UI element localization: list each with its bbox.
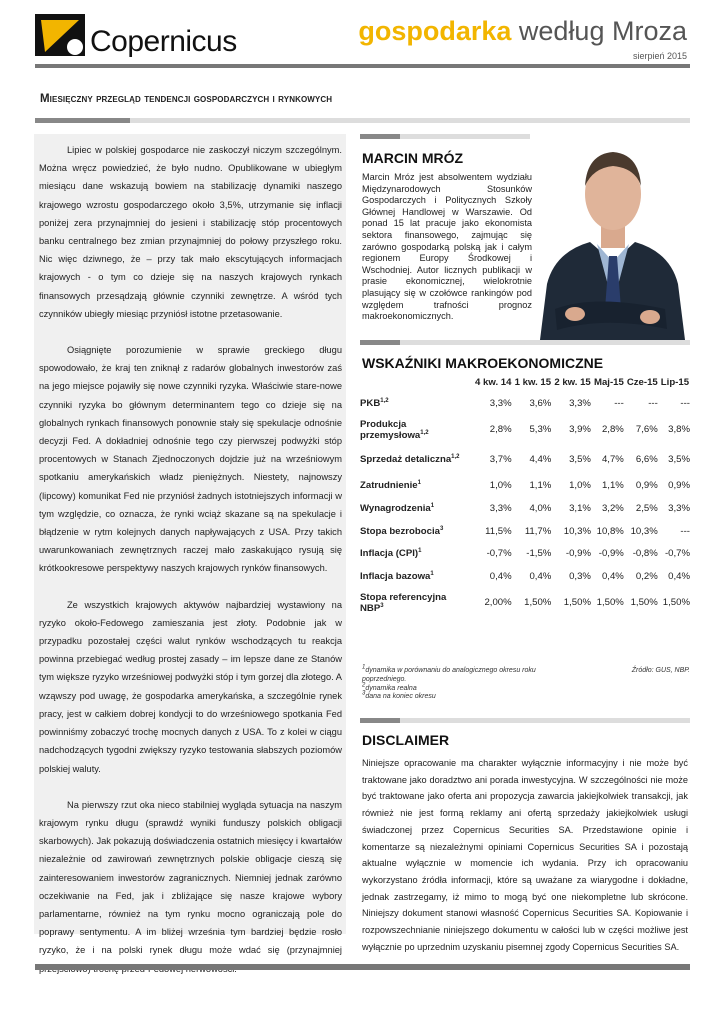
row-label-text: Inflacja (CPI)	[360, 548, 419, 560]
table-row	[358, 588, 692, 618]
table-cell: 2,8%	[489, 424, 512, 436]
brand-name: Copernicus	[90, 25, 237, 58]
row-label-footnote: 1	[418, 547, 422, 554]
bio-title: MARCIN MRÓZ	[362, 150, 464, 166]
row-label-footnote: 1,2	[451, 453, 460, 460]
column-header: 2 kw. 15	[554, 377, 591, 388]
table-cell: 1,50%	[596, 597, 624, 609]
table-row	[358, 542, 692, 565]
table-cell: 3,2%	[601, 502, 624, 514]
table-cell: -0,7%	[486, 548, 512, 560]
table-cell: 7,6%	[635, 424, 658, 436]
row-label-text: Stopa referencyjna NBP	[360, 591, 447, 614]
footnote-text: dynamika w porównaniu do analogicznego okresu roku poprzedniego.	[362, 667, 536, 683]
table-row	[358, 445, 692, 475]
row-label-text: Wynagrodzenia	[360, 502, 431, 514]
table-cell: 1,0%	[489, 480, 512, 492]
row-label	[358, 542, 474, 565]
table-cell: -0,9%	[565, 548, 591, 560]
table-cell: 1,1%	[529, 480, 552, 492]
heading-underline	[35, 118, 690, 123]
bio-bar	[360, 134, 530, 139]
table-cell: 3,1%	[569, 502, 591, 514]
table-cell: -0,9%	[598, 548, 624, 560]
table-cell: 10,8%	[596, 525, 624, 537]
footnote-number: 1	[362, 664, 366, 671]
row-label	[358, 497, 474, 520]
row-label-text: Produkcja przemysłowa	[360, 418, 421, 441]
row-label	[358, 475, 474, 498]
row-label	[358, 445, 474, 475]
table-cell: -1,5%	[526, 548, 552, 560]
table-cell: ---	[680, 397, 690, 409]
data-source: Źródło: GUS, NBP.	[631, 667, 690, 674]
column-header: Cze-15	[626, 377, 658, 388]
header-title-accent: gospodarka	[358, 16, 512, 46]
author-portrait-icon	[535, 134, 690, 340]
table-cell: 1,50%	[662, 597, 690, 609]
table-cell: ---	[648, 397, 658, 409]
table-cell: 0,9%	[668, 480, 690, 492]
row-label	[358, 415, 474, 445]
footer-divider	[35, 964, 690, 970]
table-cell: 10,3%	[563, 525, 591, 537]
header-title	[358, 16, 687, 47]
table-cell: 3,9%	[569, 424, 591, 436]
table-cell: 6,6%	[635, 454, 658, 466]
row-label-footnote: 1	[430, 570, 434, 577]
issue-date: sierpień 2015	[632, 51, 687, 61]
article-paragraph: Lipiec w polskiej gospodarce nie zaskoczył niczym szczególnym. Można wręcz powiedzieć, że było nudno. Opublikowane w ubiegłym miesiącu dane wskazują bowiem na stabilizację dynamiki naszego krajowego wzrostu gospodarczego około 3,5%, utrzymanie się inflacji poniżej zera przynajmniej do jesieni i stabilizację stóp procentowych banku centralnego bez zmian przynajmniej do połowy przyszłego roku. Nic więc dziwnego, że – przy tak mało ekscytujących informacjach krajowych - o tym co dzieje się na naszych krajowych rynkach finansowych przesądzają głównie czynniki zewnętrze. A wśród tych czynników ubiegły miesiąc przyniósł istotne przetasowanie.	[39, 145, 342, 319]
bio-text: Marcin Mróz jest absolwentem wydziału Międzynarodowych Stosunków Gospodarczych i Politycznych Szkoły Głównej Handlowej w Warszawie. Od ponad 15 lat pracuje jako ekonomista sektora finansowego, zajmując się zarówno gospodarką polską jak i całym regionem Europy Środkowej i Wschodniej. Autor licznych publikacji w prasie ekonomicznej, wielokrotnie plasujący się w czołówce rankingów pod względem trafności prognoz makroekonomicznych.	[362, 172, 532, 322]
table-row	[358, 497, 692, 520]
table-cell: 3,5%	[569, 454, 591, 466]
row-label-text: Stopa bezrobocia	[360, 525, 440, 537]
table-cell: 3,3%	[489, 502, 512, 514]
indicators-title: WSKAŹNIKI MAKROEKONOMICZNE	[362, 355, 604, 371]
table-cell: 0,4%	[601, 570, 624, 582]
table-cell: 5,3%	[529, 424, 552, 436]
row-label-footnote: 1,2	[380, 397, 389, 404]
table-row	[358, 475, 692, 498]
table-cell: 0,4%	[668, 570, 690, 582]
table-footnotes	[362, 664, 537, 702]
table-cell: 4,4%	[529, 454, 552, 466]
row-label-text: PKB	[360, 397, 381, 409]
table-cell: 11,7%	[524, 525, 552, 537]
column-header: Lip-15	[660, 377, 690, 388]
table-row	[358, 565, 692, 588]
footnote	[362, 664, 537, 685]
article-paragraph: Na pierwszy rzut oka nieco stabilniej wygląda sytuacja na naszym krajowym rynku długu (sprawdź wyniki funduszy polskich obligacji skarbowych). Jak pokazują doświadczenia ostatnich miesięcy i kwartałów niezależnie od zawirowań zewnętrznych polskie obligacje cieszą się zainteresowaniem inwestorów zagranicznych. Niemniej jednak zarówno oczekiwanie na Fed, jak i zbliżające się nasze krajowe wybory parlamentarne, również na tym rynku mocno ograniczają pole do poprawy sentymentu. A im bliżej września tym bardziej będzie rosło ryzyko, że i na polski rynek długu może wdać się (przynajmniej	[39, 799, 342, 956]
table-cell: 3,3%	[668, 502, 690, 514]
row-label-text: Sprzedaż detaliczna	[360, 454, 452, 466]
table-cell: 1,0%	[569, 480, 591, 492]
column-header: 4 kw. 14	[475, 377, 512, 388]
table-cell: 3,7%	[489, 454, 512, 466]
row-label-text: Zatrudnienie	[360, 480, 418, 492]
table-cell: 3,3%	[489, 397, 512, 409]
copernicus-logo-icon	[35, 14, 95, 56]
table-cell: 2,5%	[635, 502, 658, 514]
article-paragraph: Ze wszystkich krajowych aktywów najbardziej wystawiony na ryzyko około-Fedowego zamieszania jest złoty. Podobnie jak w przypadku pozostałej części walut rynków wschodzących tu reakcja powinna przebiegać według prostej zasady – im lepsze dane ze Stanów tym większe ryzyko wrześniowej podwyżki stóp i tym gorzej dla złotego. A wząwszy pod uwagę, że gospodarka amerykańska, a szczególnie rynek pracy, jest w całkiem dobrej kondycji to do wrześniowego spotkania Fed powinniśmy zobaczyć trochę mocnych danych z USA. To z kolei w ciągu nadchodzących tygodni zwiększy ryzyko testowania słabszych poziomów polskiej waluty.	[39, 599, 342, 774]
table-header-empty	[358, 375, 474, 392]
row-label-footnote: 1	[417, 480, 421, 487]
indicators-body	[358, 392, 692, 618]
table-cell: 2,8%	[601, 424, 624, 436]
table-cell: 3,3%	[569, 397, 591, 409]
footnote	[362, 693, 537, 702]
row-label-footnote: 1	[430, 502, 435, 509]
table-cell: 0,2%	[635, 570, 658, 582]
table-cell: 4,7%	[601, 454, 624, 466]
footnote-text: dana na koniec okresu	[365, 693, 436, 701]
header-divider	[35, 64, 690, 68]
table-row	[358, 415, 692, 445]
table-cell: 3,6%	[529, 397, 552, 409]
indicators-table	[358, 375, 692, 618]
row-label	[358, 565, 474, 588]
table-cell: 0,4%	[529, 570, 552, 582]
table-cell: ---	[680, 525, 690, 537]
row-label-footnote: 1,2	[420, 429, 429, 436]
table-cell: 11,5%	[485, 525, 512, 537]
footnote-number: 2	[362, 682, 366, 689]
table-row	[358, 520, 692, 543]
table-cell: ---	[614, 397, 624, 409]
row-label-text: Inflacja bazowa	[360, 570, 431, 582]
indicators-bar	[360, 340, 690, 345]
footnote-text: dynamika realna	[365, 684, 417, 692]
table-cell: 3,8%	[668, 424, 690, 436]
row-label	[358, 588, 474, 618]
table-cell: 4,0%	[529, 502, 552, 514]
table-cell: 3,5%	[668, 454, 690, 466]
header-title-rest: według Mroza	[511, 16, 687, 46]
disclaimer-title: DISCLAIMER	[362, 732, 450, 748]
disclaimer-text: Niniejsze opracowanie ma charakter wyłącznie informacyjny i nie może być traktowane jako doradztwo ani porada inwestycyjna. W szczególności nie może być traktowane jako oferta ani propozycja zawarcia jakiejkolwiek transakcji, jak również nie jest formą reklamy ani ofertą sprzedaży jakiejkolwiek usługi świadczonej przez Copernicus Securities SA. Przedstawione opinie i komentarze są niezależnymi opiniami Copernicus Securities SA i pozostają aktualne wyłącznie w momencie ich wydania. Przy ich opracowaniu wykorzystano źródła informacji, które są uważane za wiarygodne i dokładne, jednak zastrzegamy, iż mimo to mogą być one niekompletne lub skrócone. Niniejszy dokument stanowi własność Copernicus Securities SA. Kopiowanie i rozpowszechnianie niniejszego dokumentu w całości lub w części możliwe jest wyłącznie po uprzednim uzyskaniu pisemnej zgody Copernicus Securities SA.	[362, 758, 688, 952]
table-cell: -0,8%	[632, 548, 658, 560]
table-cell: 1,50%	[563, 597, 591, 609]
column-header: 1 kw. 15	[514, 377, 552, 388]
table-header-row	[358, 375, 692, 392]
table-cell: 1,1%	[601, 480, 624, 492]
table-cell: 10,3%	[630, 525, 658, 537]
table-cell: 2,00%	[484, 597, 512, 609]
table-cell: 0,3%	[569, 570, 591, 582]
table-cell: 1,50%	[524, 597, 552, 609]
column-header: Maj-15	[593, 377, 624, 388]
main-heading	[40, 93, 332, 105]
row-label-footnote: 3	[439, 525, 444, 532]
row-label	[358, 392, 474, 415]
row-label-footnote: 3	[380, 602, 384, 609]
table-row	[358, 392, 692, 415]
table-cell: 1,50%	[630, 597, 658, 609]
main-heading-text: Miesięczny przegląd tendencji gospodarczych i rynkowych	[40, 93, 333, 105]
disclaimer-bar	[360, 718, 690, 723]
article-column	[34, 134, 346, 956]
row-label	[358, 520, 474, 543]
table-cell: 0,4%	[489, 570, 512, 582]
table-cell: -0,7%	[664, 548, 690, 560]
article-paragraph: Osiągnięte porozumienie w sprawie greckiego długu spowodowało, że kraj ten zniknął z radarów globalnych inwestorów zaś na jego miejsce pojawiły się nowe czynniki ryzyka. Właściwie stare-nowe czynniki ryzyka bo głównym determinantem tego co dzieje się na globalnych rynkach finansowych ponownie stały się spekulacje odnośnie decyzji Fed. A dokładniej odnośnie tego czy pierwszej podwyżki stóp procentowych w Stanach Zjednoczonych dojdzie już na wrześniowym spotkaniu amerykańskich władz pieniężnych. Niestety, najnowszy (lipcowy) komunikat Fed nie przyniósł żadnych istotniejszych informacji w tym względzie, co oznacza, że rynki wciąż skazane są na spekulacje i błądzenie w rytm kolejnych danych napływających z USA. Przy takich uwarunkowaniach zewnętrznych raczej mało zaskakująco rysują się krótkookresowe perspektywy naszych krajowych rynków finansowych.	[39, 345, 342, 574]
footnote-number: 3	[362, 691, 366, 698]
table-cell: 0,9%	[635, 480, 658, 492]
